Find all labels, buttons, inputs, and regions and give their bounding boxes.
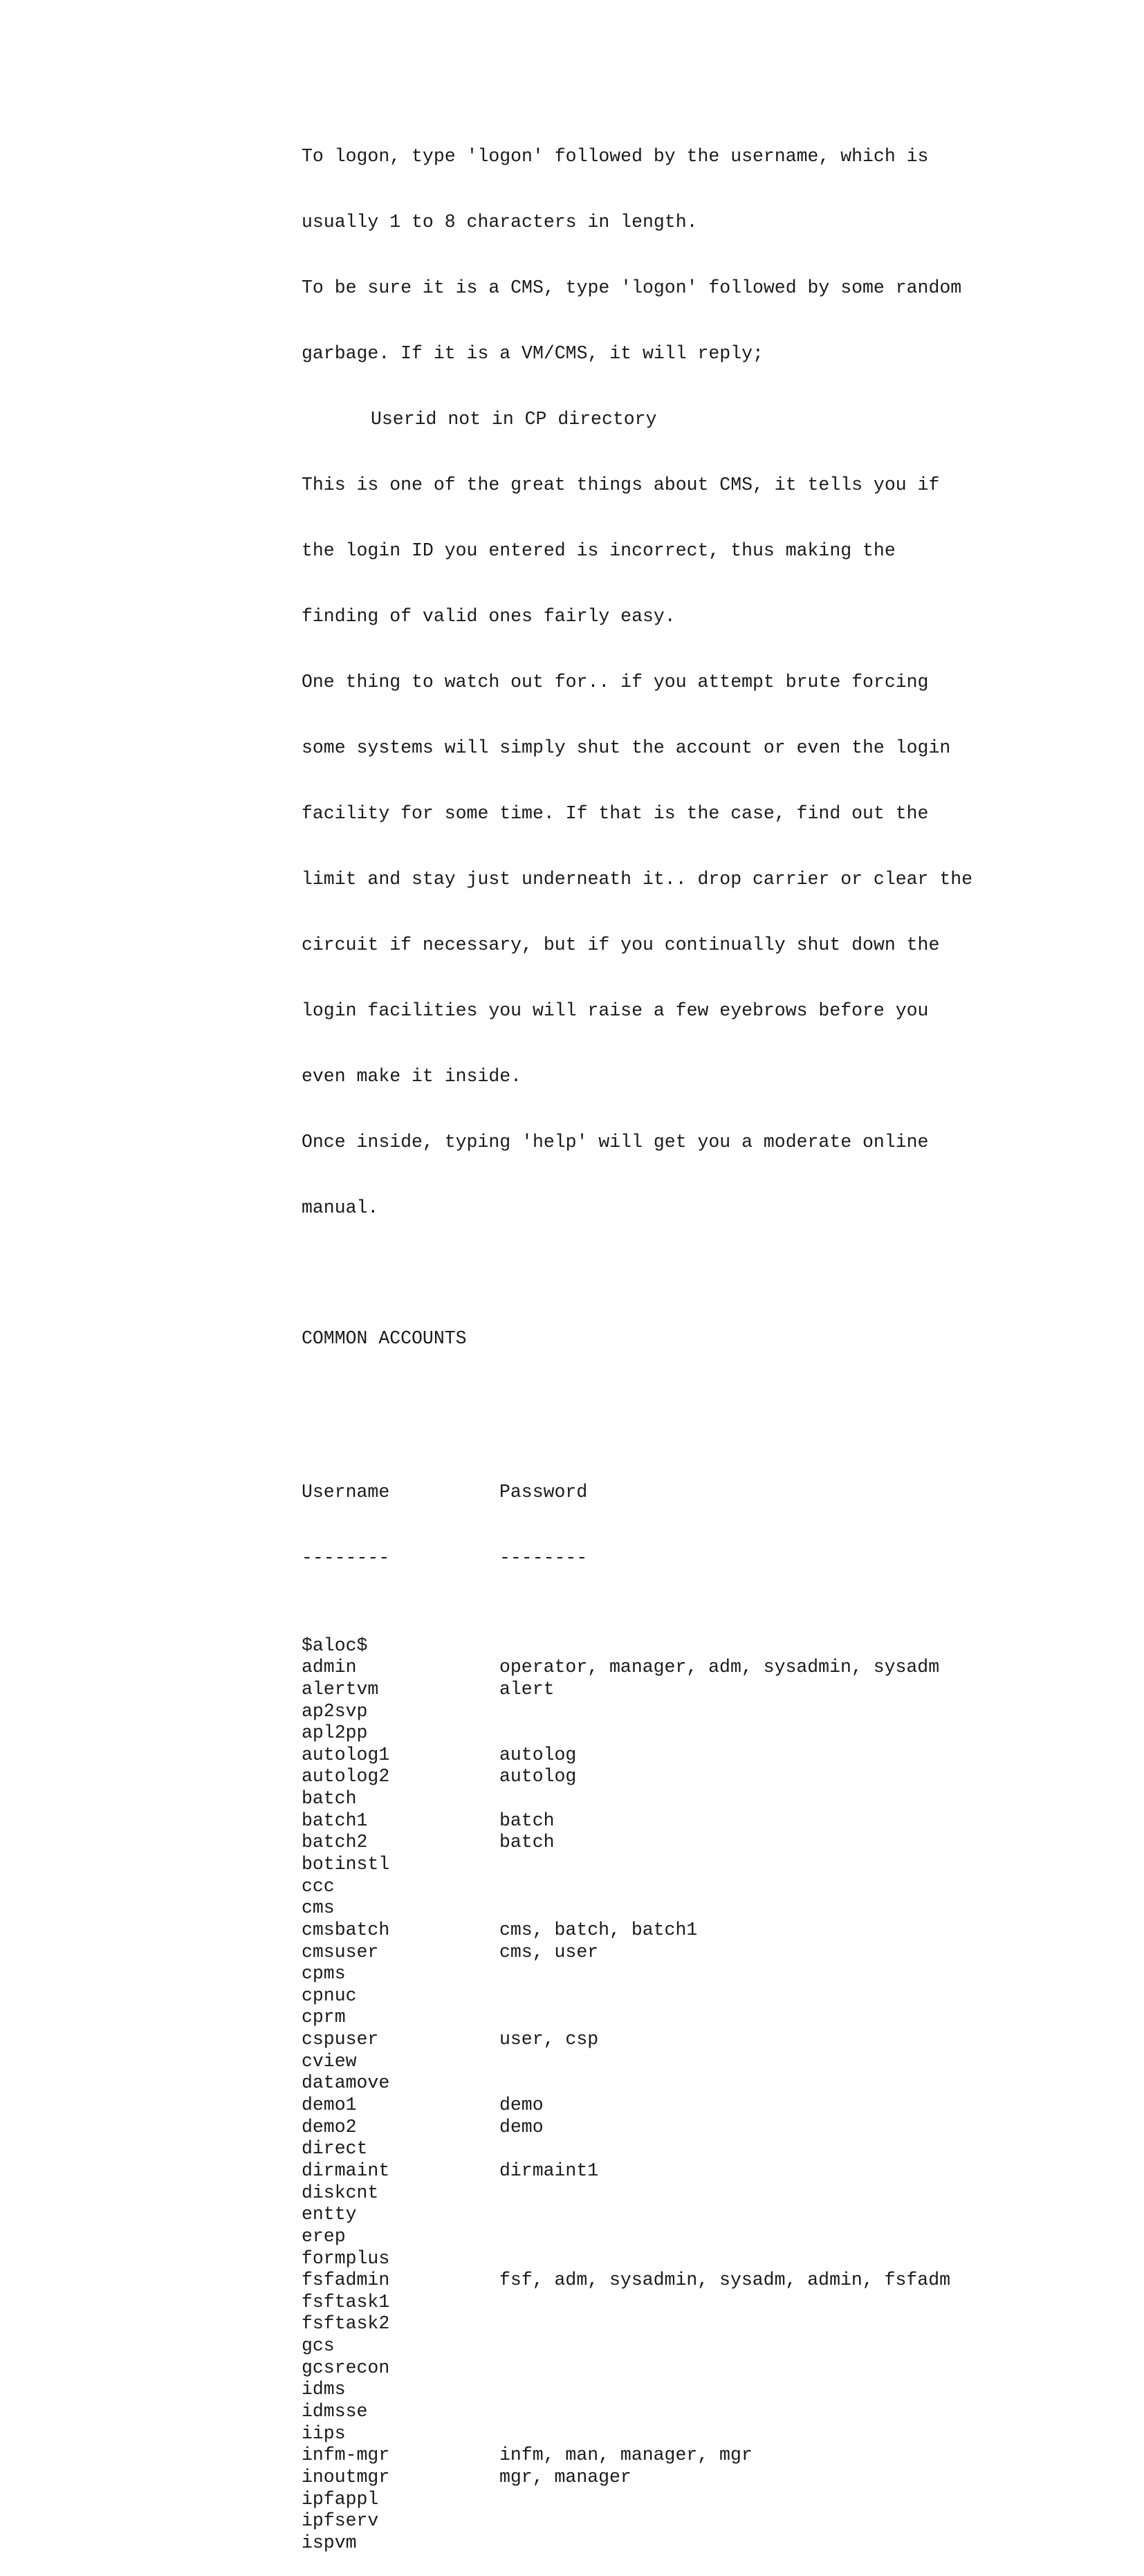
table-row (302, 2445, 1090, 2467)
table-row (302, 1722, 1090, 1745)
password-cell: infm, man, manager, mgr (499, 2445, 753, 2466)
username-cell: demo1 (302, 2095, 357, 2116)
username-cell: erep (302, 2225, 346, 2247)
document-page (302, 102, 1090, 2576)
section-title: COMMON ACCOUNTS (302, 1328, 467, 1350)
table-row (302, 1920, 1090, 1942)
username-cell: apl2pp (302, 1722, 368, 1744)
table-row (302, 2029, 1090, 2051)
table-row (302, 2510, 1090, 2532)
table-row (302, 1745, 1090, 1767)
intro-line: To be sure it is a CMS, type 'logon' followed by some random (302, 277, 962, 299)
username-cell: cview (302, 2050, 357, 2072)
username-cell: fsftask1 (302, 2291, 390, 2312)
table-row (302, 1810, 1090, 1832)
reply-line: Userid not in CP directory (371, 409, 657, 430)
table-row (302, 1679, 1090, 1701)
username-cell: idmsse (302, 2401, 368, 2422)
username-separator: -------- (302, 1547, 390, 1568)
intro-line: usually 1 to 8 characters in length. (302, 212, 698, 233)
table-row (302, 1788, 1090, 1810)
username-cell: cprm (302, 2007, 346, 2028)
username-cell: cmsuser (302, 1941, 379, 1962)
password-cell: autolog (499, 1766, 577, 1787)
table-row (302, 2335, 1090, 2357)
table-row (302, 1942, 1090, 1964)
body-line: facility for some time. If that is the case, find out the (302, 802, 929, 824)
table-row (302, 2160, 1090, 2182)
table-row (302, 2095, 1090, 2117)
username-cell: gcs (302, 2335, 335, 2357)
table-row (302, 2117, 1090, 2139)
table-row (302, 2204, 1090, 2226)
table-row (302, 2379, 1090, 2401)
password-cell: autolog (499, 1744, 577, 1765)
username-cell: batch (302, 1788, 357, 1810)
table-row (302, 2226, 1090, 2248)
body-line: login facilities you will raise a few eyebrows before you (302, 1000, 929, 1021)
body-line: some systems will simply shut the account or even the login (302, 737, 951, 758)
table-row (302, 1832, 1090, 1854)
username-cell: ipfserv (302, 2510, 379, 2532)
table-row (302, 2072, 1090, 2095)
password-cell: demo (499, 2116, 544, 2137)
table-row (302, 1876, 1090, 1898)
table-row (302, 2270, 1090, 2292)
table-row (302, 1701, 1090, 1723)
table-row (302, 2248, 1090, 2270)
username-cell: alertvm (302, 1678, 379, 1700)
username-cell: ccc (302, 1875, 335, 1897)
password-cell: dirmaint1 (499, 2160, 599, 2181)
password-cell: mgr, manager (499, 2466, 631, 2487)
table-row (302, 1985, 1090, 2007)
username-cell: ipfappl (302, 2488, 379, 2510)
username-cell: ispvm (302, 2532, 357, 2553)
password-cell: fsf, adm, sysadmin, sysadm, admin, fsfadm (499, 2270, 951, 2291)
body-line: limit and stay just underneath it.. drop carrier or clear the (302, 868, 973, 890)
password-cell: user, csp (499, 2029, 599, 2050)
table-row (302, 1635, 1090, 1657)
table-row (302, 2423, 1090, 2445)
username-cell: gcsrecon (302, 2357, 390, 2378)
table-row (302, 1657, 1090, 1679)
blank-line (302, 1263, 1090, 1285)
username-cell: batch1 (302, 1810, 368, 1831)
username-cell: $aloc$ (302, 1635, 368, 1656)
table-row (302, 2489, 1090, 2511)
body-line: finding of valid ones fairly easy. (302, 605, 676, 627)
username-cell: admin (302, 1657, 357, 1678)
username-cell: cmsbatch (302, 1919, 390, 1940)
table-row (302, 2182, 1090, 2205)
username-cell: batch2 (302, 1832, 368, 1853)
intro-line: To logon, type 'logon' followed by the username, which is (302, 146, 929, 167)
username-cell: autolog1 (302, 1744, 390, 1765)
password-cell: demo (499, 2095, 544, 2116)
account-list (302, 1635, 1090, 2555)
username-cell: autolog2 (302, 1766, 390, 1787)
username-cell: cpnuc (302, 1985, 357, 2006)
username-cell: ap2svp (302, 1700, 368, 1722)
table-row (302, 1854, 1090, 1876)
username-cell: cms (302, 1897, 335, 1919)
body-line: This is one of the great things about CMS, it tells you if (302, 475, 940, 496)
table-row (302, 1897, 1090, 1920)
table-row (302, 2467, 1090, 2489)
username-cell: inoutmgr (302, 2466, 390, 2487)
username-cell: diskcnt (302, 2182, 379, 2203)
password-cell: cms, batch, batch1 (499, 1919, 698, 1940)
table-row (302, 2313, 1090, 2335)
body-line: manual. (302, 1197, 379, 1218)
table-row (302, 1766, 1090, 1788)
table-row (302, 2292, 1090, 2314)
password-cell: operator, manager, adm, sysadmin, sysadm (499, 1657, 940, 1678)
body-line: even make it inside. (302, 1065, 522, 1087)
username-cell: infm-mgr (302, 2445, 390, 2466)
username-header: Username (302, 1482, 390, 1503)
table-row (302, 2357, 1090, 2380)
password-header: Password (499, 1482, 588, 1503)
username-cell: fsfadmin (302, 2270, 390, 2291)
username-cell: cspuser (302, 2029, 379, 2050)
username-cell: datamove (302, 2072, 390, 2094)
username-cell: entty (302, 2204, 357, 2225)
username-cell: fsftask2 (302, 2313, 390, 2335)
username-cell: cpms (302, 1963, 346, 1985)
table-row (302, 2401, 1090, 2423)
password-cell: cms, user (499, 1941, 599, 1962)
table-row (302, 2532, 1090, 2555)
blank-line (302, 1394, 1090, 1416)
body-line: the login ID you entered is incorrect, thus making the (302, 540, 896, 562)
table-row (302, 2007, 1090, 2029)
password-cell: alert (499, 1678, 555, 1700)
password-cell: batch (499, 1832, 555, 1853)
username-cell: botinstl (302, 1854, 390, 1875)
username-cell: dirmaint (302, 2160, 390, 2181)
password-separator: -------- (499, 1547, 588, 1568)
username-cell: formplus (302, 2247, 390, 2269)
table-row (302, 2138, 1090, 2160)
username-cell: iips (302, 2422, 346, 2444)
body-line: circuit if necessary, but if you continually shut down the (302, 934, 940, 955)
username-cell: direct (302, 2138, 368, 2160)
table-separator (302, 1547, 1090, 1570)
intro-line: garbage. If it is a VM/CMS, it will reply; (302, 343, 764, 365)
body-line: One thing to watch out for.. if you attempt brute forcing (302, 671, 929, 692)
username-cell: demo2 (302, 2116, 357, 2137)
table-header (302, 1482, 1090, 1504)
table-row (302, 2051, 1090, 2073)
username-cell: idms (302, 2379, 346, 2400)
table-row (302, 1963, 1090, 1985)
body-line: Once inside, typing 'help' will get you a moderate online (302, 1131, 929, 1152)
password-cell: batch (499, 1810, 555, 1831)
